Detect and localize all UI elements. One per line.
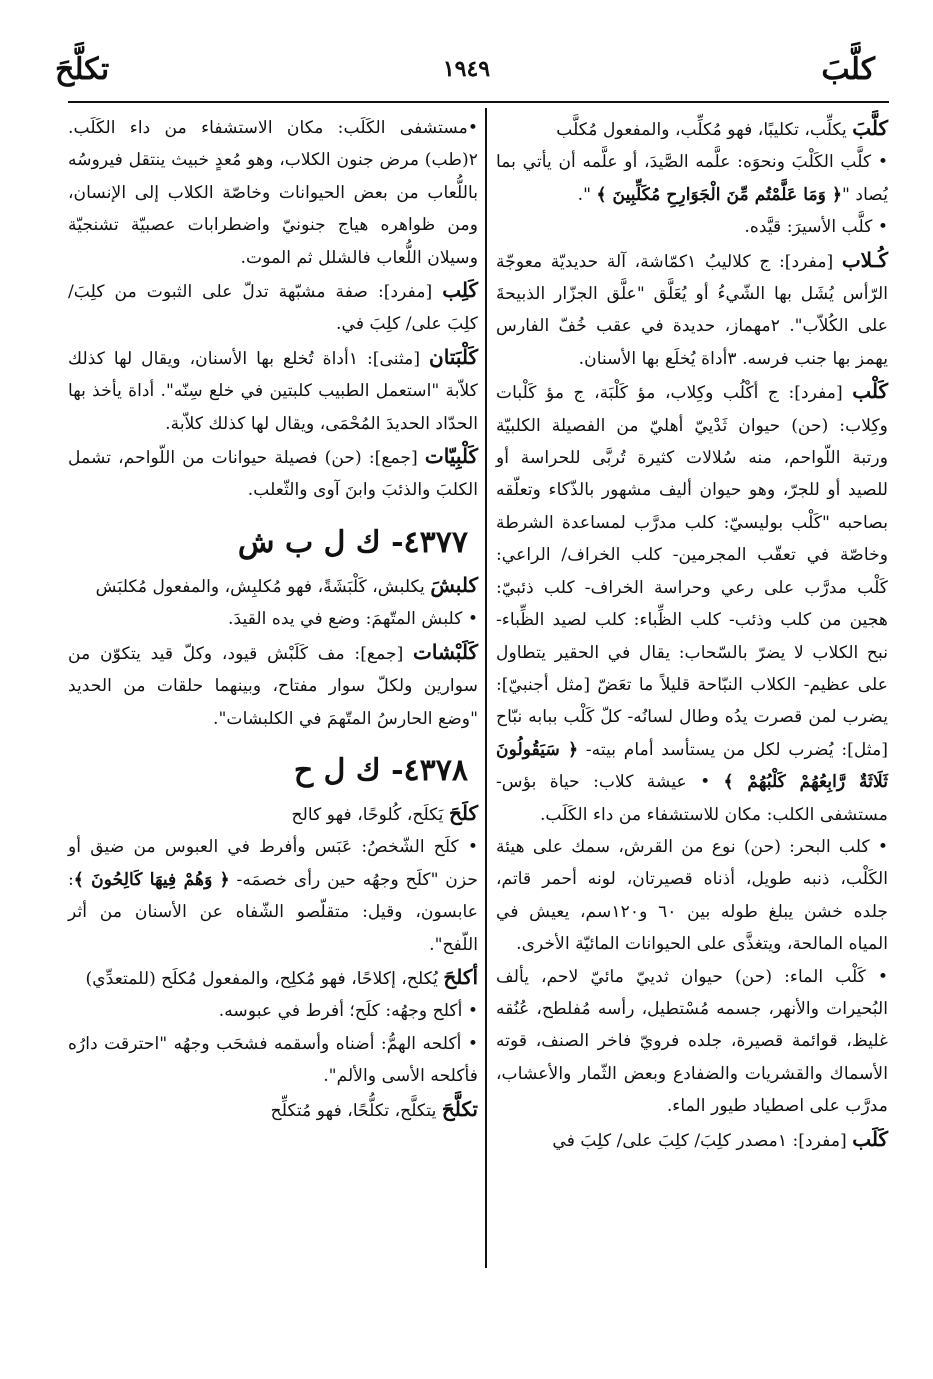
entry-kalaha: [68, 797, 478, 831]
sense-text: : عابسون، وقيل: متقلّصو الشّفاه عن الأسنان من أثر اللّفح".: [68, 869, 478, 955]
page-number: ١٩٤٩: [442, 56, 491, 82]
entry-text: يكلِّب، تكليبًا، فهو مُكلِّب، والمفعول مُكلَّب: [556, 120, 847, 140]
headword: كُـلاب: [841, 247, 888, 272]
entry-text: [مفرد]: ١مصدر كلِبَ/ كلِبَ على/ كلِبَ في: [552, 1130, 847, 1151]
entry-kalib: [68, 274, 478, 341]
sense-text: • كلَّب الكَلْبَ ونحوَه: علَّمه الصَّيدَ، أو علَّمه أن يأتي بما يُصاد ": [496, 152, 888, 205]
entry-aklaha: [68, 961, 478, 995]
quran-quote: ﴿ وَمَا عَلَّمْتُم مِّنَ الْجَوَارِحِ مُكَلِّبِينَ ﴾: [596, 184, 843, 205]
entry-kalbiyyat: [68, 440, 478, 507]
entry-text: يتكلَّح، تكلُّحًا، فهو مُتكلِّح: [270, 1100, 437, 1121]
quran-quote: ﴿ وَهُمْ فِيهَا كَالِحُونَ ﴾: [73, 869, 230, 890]
header-guide-word-left: تكلَّحَ: [55, 52, 110, 87]
header-guide-word-right: كلَّبَ: [821, 52, 875, 87]
entry-text: يكلبش، كَلْبَشَةً، فهو مُكلبِش، والمفعول مُكلبَش: [95, 576, 425, 597]
headword: كَلَبْشات: [413, 639, 478, 664]
entry-kalbashat: [68, 636, 478, 735]
headword: كَلْب: [852, 379, 888, 404]
entry-text: [مثنى]: ١أداة تُخلع بها الأسنان، ويقال لها كذلك كلاّبة "استعمل الطبيب كلبتين في خلع سِنّه". أداة يأخذ بها الحدّاد الحديدَ المُحْمَى، ويقال لها كذلك كلاّبة.: [68, 348, 478, 434]
headword: كَلْبَتان: [429, 344, 479, 369]
headword: كَلَب: [852, 1126, 888, 1151]
entry-text: [مفرد]: ج كلاليبُ ١كمّاشة، آلة حديديّة معوجّة الرّأس يُشَل بها الشّيءُ أو يُعَلَّق "علَّق الجزّار الذبيحةَ على الكُلاّب". ٢مهماز، حديدة في عقب خُفّ الفارس يهمز بها جنب فرسه. ٣أداة يُخلَع بها الأسنان.: [496, 251, 888, 369]
right-column: [496, 112, 888, 1157]
headword: تكلَّحَ: [441, 1096, 478, 1121]
sense: •مستشفى الكَلَب: مكان الاستشفاء من داء الكَلَب. ٢(طب) مرض جنون الكلاب، وهو مُعدٍ خبيث ينتقل فيروسُه باللُّعاب من بعض الحيوانات وخاصّة الكلاب إلى الإنسان، ومن ظواهره هياج جنونيّ واضطرابات عصبيّة تشنجيّة وسيلان اللُّعاب فالشلل ثم الموت.: [68, 118, 478, 268]
entry-kallaba: [496, 112, 888, 146]
entry-text: يَكلَح، كُلوحًا، فهو كالح: [291, 804, 444, 825]
column-divider: [485, 108, 487, 1268]
entry-text: [جمع]: مف كَلَبْش قيود، وكلّ قيد يتكوّن من سوارين ولكلّ سوار مفتاح، وبينهما حلقات من الحديد "وضع الحارسُ المتّهمَ في الكلبشات".: [68, 643, 478, 729]
header-rule: [68, 101, 889, 103]
quran-quote: ﴿ سَيَقُولُونَ ثَلَاثَةٌ رَّابِعُهُمْ كَلْبُهُمْ ﴾: [496, 739, 888, 793]
left-column: [68, 112, 478, 1127]
headword: كلَّبَ: [852, 116, 888, 140]
entry-text: [مفرد]: صفة مشبّهة تدلّ على الثبوت من كلِبَ/ كلِبَ على/ كلِبَ في.: [68, 282, 478, 335]
entry-text: • عيشة كلاب: حياة بؤس- مستشفى الكلب: مكان للاستشفاء من داء الكَلَب.: [496, 772, 888, 825]
sense: • كلبش المتّهمَ: وضع في يده القيدَ.: [228, 609, 478, 630]
entry-kalb: [496, 375, 888, 831]
headword: كَلِب: [442, 278, 478, 303]
entry-text: [جمع]: (حن) فصيلة حيوانات من اللّواحم، تشمل الكلبَ والذئبَ وابنَ آوى والثّعلب.: [68, 448, 478, 501]
sense: • أكلح وجهُه: كلَح؛ أفرط في عبوسه.: [218, 1001, 478, 1022]
entry-text: [مفرد]: ج أكْلُب وكِلاب، مؤ كَلْبَة، ج مؤ كَلْبات وكِلاب: (حن) حيوان ثَدْييّ أهليّ من الفصيلة الكلبيّة ورتبة اللّواحم، منه سُلالات كثيرة تُربَّى للحراسة أو للصيد أو للجرّ، وهو حيوان أليف مشهور بالذّكاء وتعلّقه بصاحبه "كَلْب بوليسيّ: كلب مدرَّب لمساعدة الشرطة وخاصّة في تعقّب المجرمين- كلب الخراف/ الراعي: كَلْب مدرَّب على رعي وحراسة الخراف- كلب ذئبيّ: هجين من كلب وذئب- كلب الظِّباء: كلب لصيد الظِّباء- نبح الكلاب لا يضرّ بالسّحاب: يقال في الحقير يتطاول على عظيم- الكلاب النبّاحة قليلاً ما تعَضّ [مثل أجنبيّ]: يضرب لمن قصرت يدُه وطال لسانُه- كلّ كَلْب ببابه نبّاح [مثل]: يُضرب لكل من يستأسد أمام بيته-: [496, 383, 888, 760]
sense-text: • كلَح الشّخصُ: عَبَس وأفرط في العبوس من ضيق أو حزن "كلَح وجهُه حين رأى خصمَه-: [68, 837, 478, 890]
entry-kullab: [496, 244, 888, 376]
sense: • كلَّب الأسيرَ: قيَّده.: [744, 217, 888, 238]
entry-kalab: [496, 1123, 888, 1157]
headword: كَلْبِيّات: [424, 444, 478, 469]
sense: [68, 831, 478, 961]
sense-text: ".: [577, 184, 591, 205]
headword: كلَحَ: [448, 800, 478, 825]
sense: • كَلْب الماء: (حن) حيوان ثدييّ مائيّ لاحم، يألف البُحيرات والأنهر، جسمه مُسْتطيل، رأسه مُفلطح، عُنُقه غليظ، قوائمة قصيرة، جلده فرويّ فاخر الصنف، قوته الأسماك والقشريات والضفادع وبعض الثّمار والأعشاب، مدرَّب على اصطياد طيور الماء.: [496, 966, 888, 1117]
entry-text: يُكلح، إكلاحًا، فهو مُكلِح، والمفعول مُكلَح (للمتعدِّي): [85, 968, 438, 989]
sense: [496, 146, 888, 211]
headword: أكلحَ: [443, 964, 478, 989]
section-heading-4378: ٤٣٧٨- ك ل ح: [293, 752, 468, 788]
sense: • كلب البحر: (حن) نوع من القرش، سمك على هيئة الكَلْب، ذنبه طويل، أذناه قصيرتان، لونه أحمر قاتم، جلده خشن يبلغ طوله بين ٦٠ و١٢٠سم، يعيش في المياه المالحة، ويتغذَّى على الحيوانات المائيّة الأخرى.: [496, 836, 889, 955]
entry-kalbatan: [68, 341, 478, 440]
entry-kalbasha: [68, 569, 478, 603]
section-heading-4377: ٤٣٧٧- ك ل ب ش: [237, 524, 468, 560]
entry-takallaha: [68, 1093, 478, 1127]
headword: كلبشَ: [430, 572, 478, 597]
sense: • أكلحه الهمُّ: أضناه وأسقمه فشحَب وجهُه "احترقت دارُه فأكلحه الأسى والألم".: [68, 1033, 478, 1087]
